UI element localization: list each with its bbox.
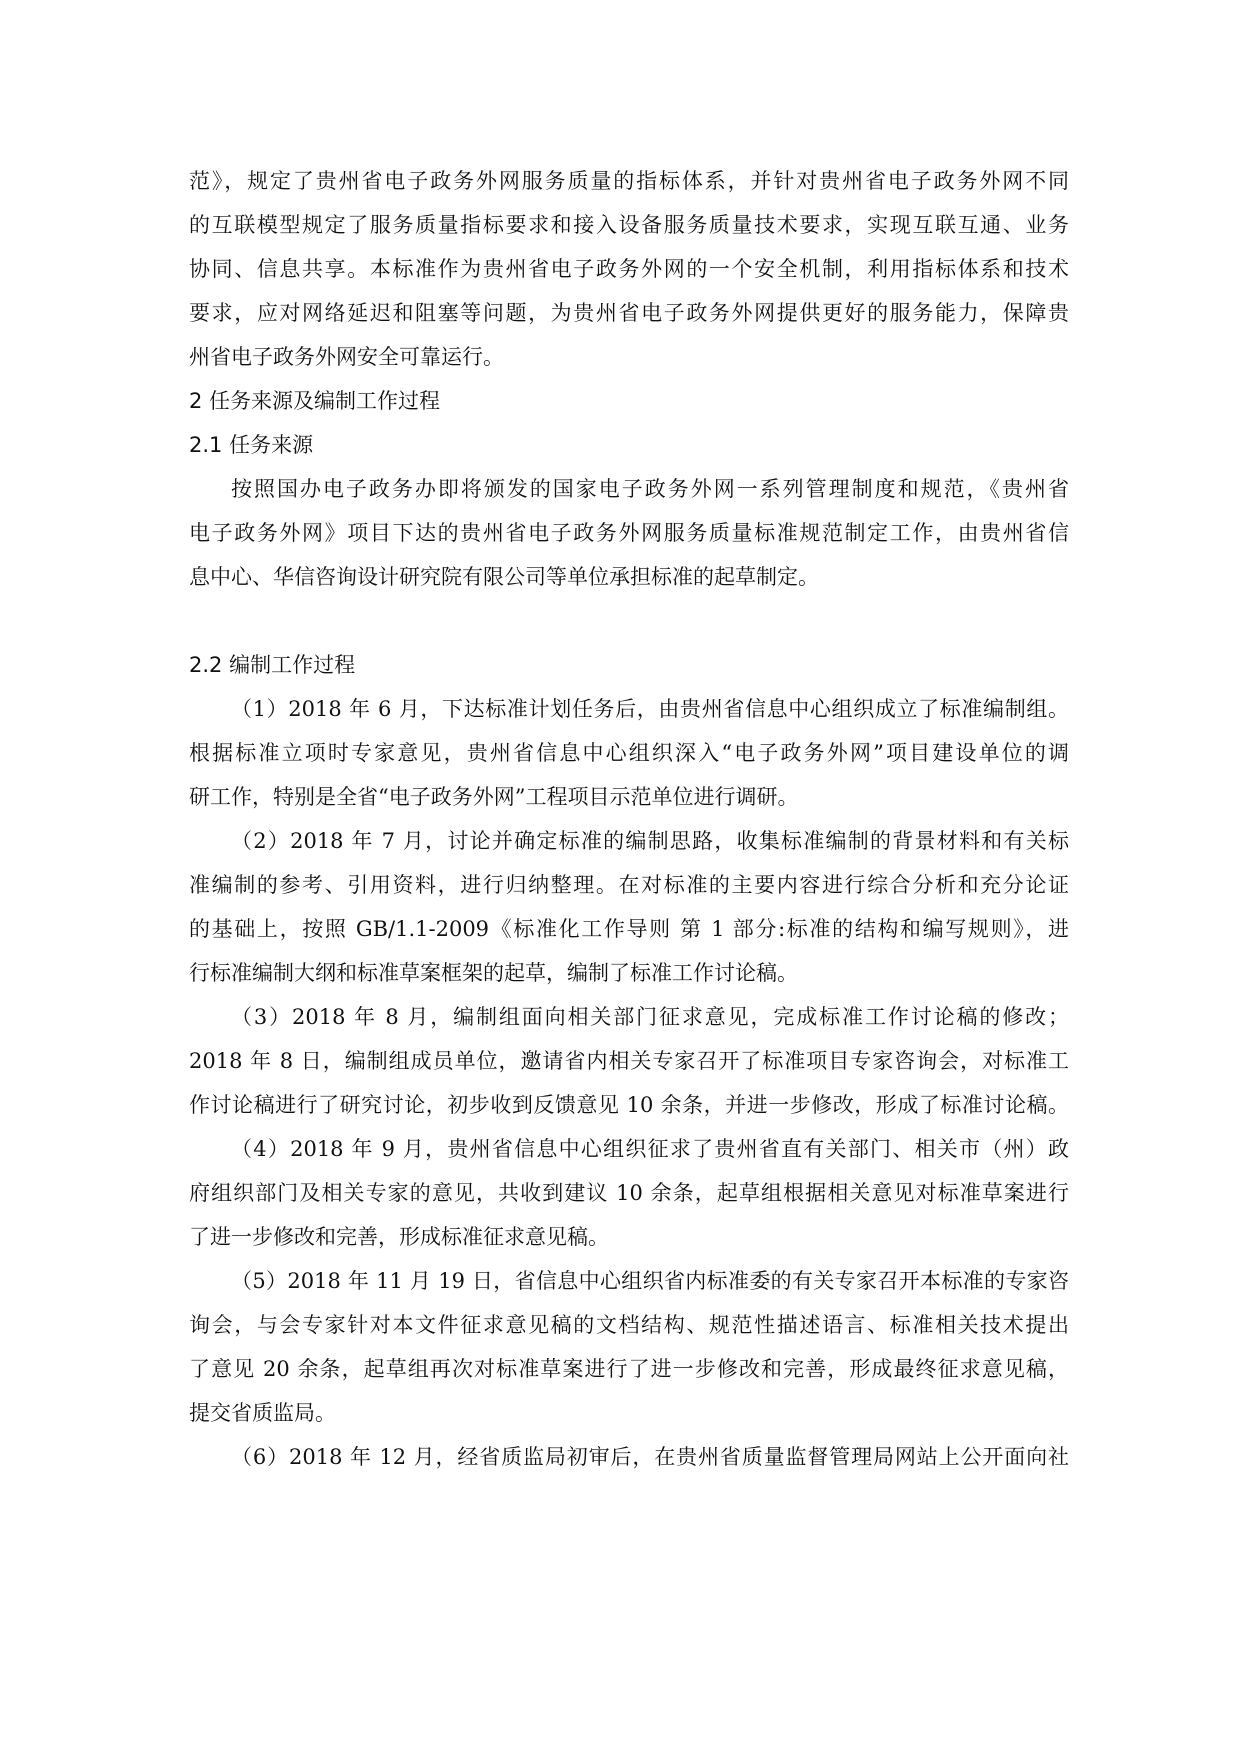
text-line: 行标准编制大纲和标准草案框架的起草，编制了标准工作讨论稿。 [189, 961, 798, 985]
text-line: 的互联模型规定了服务质量指标要求和接入设备服务质量技术要求，实现互联互通、业务 [189, 213, 1069, 237]
text-line: 州省电子政务外网安全可靠运行。 [189, 345, 504, 369]
process-item-6 [189, 1435, 1069, 1479]
text-line: （1）2018 年 6 月，下达标准计划任务后，由贵州省信息中心组织成立了标准编制组。 [231, 697, 1069, 721]
section-2-1-heading: 2.1 任务来源 [189, 433, 314, 457]
text-line: （2）2018 年 7 月，讨论并确定标准的编制思路，收集标准编制的背景材料和有关标 [231, 829, 1069, 853]
text-line: 了进一步修改和完善，形成标准征求意见稿。 [189, 1225, 609, 1249]
process-item-5 [189, 1259, 1069, 1435]
process-item-4 [189, 1127, 1069, 1259]
text-line: 2018 年 8 日，编制组成员单位，邀请省内相关专家召开了标准项目专家咨询会，对标准工 [189, 1049, 1069, 1073]
paragraph-spacer [189, 599, 1069, 643]
document-page [189, 159, 1069, 1479]
text-line: 电子政务外网》项目下达的贵州省电子政务外网服务质量标准规范制定工作，由贵州省信 [189, 521, 1069, 545]
text-line: 要求，应对网络延迟和阻塞等问题，为贵州省电子政务外网提供更好的服务能力，保障贵 [189, 301, 1069, 325]
text-line: 协同、信息共享。本标准作为贵州省电子政务外网的一个安全机制，利用指标体系和技术 [189, 257, 1069, 281]
process-item-1 [189, 687, 1069, 819]
section-2-2-heading: 2.2 编制工作过程 [189, 653, 356, 677]
text-line: 根据标准立项时专家意见，贵州省信息中心组织深入“电子政务外网”项目建设单位的调 [189, 741, 1069, 765]
text-line: 的基础上，按照 GB/1.1-2009《标准化工作导则 第 1 部分:标准的结构和编写规则》，进 [189, 917, 1069, 941]
text-line: （3）2018 年 8 月，编制组面向相关部门征求意见，完成标准工作讨论稿的修改； [231, 1005, 1069, 1029]
text-line: 按照国办电子政务办即将颁发的国家电子政务外网一系列管理制度和规范，《贵州省 [231, 477, 1069, 501]
text-line: 府组织部门及相关专家的意见，共收到建议 10 余条，起草组根据相关意见对标准草案进行 [189, 1181, 1069, 1205]
text-line: 了意见 20 余条，起草组再次对标准草案进行了进一步修改和完善，形成最终征求意见稿， [189, 1357, 1069, 1381]
text-line: 提交省质监局。 [189, 1401, 336, 1425]
intro-paragraph [189, 159, 1069, 379]
text-line: 准编制的参考、引用资料，进行归纳整理。在对标准的主要内容进行综合分析和充分论证 [189, 873, 1069, 897]
text-line: 研工作，特别是全省“电子政务外网”工程项目示范单位进行调研。 [189, 785, 799, 809]
text-line: 询会，与会专家针对本文件征求意见稿的文档结构、规范性描述语言、标准相关技术提出 [189, 1313, 1069, 1337]
process-item-2 [189, 819, 1069, 995]
section-2-1-paragraph [189, 467, 1069, 599]
text-line: 息中心、华信咨询设计研究院有限公司等单位承担标准的起草制定。 [189, 565, 819, 589]
section-2-heading: 2 任务来源及编制工作过程 [189, 389, 441, 413]
text-line: （5）2018 年 11 月 19 日，省信息中心组织省内标准委的有关专家召开本标准的专家咨 [231, 1269, 1069, 1293]
text-line: 范》，规定了贵州省电子政务外网服务质量的指标体系，并针对贵州省电子政务外网不同 [189, 169, 1069, 193]
process-item-3 [189, 995, 1069, 1127]
text-line: （4）2018 年 9 月，贵州省信息中心组织征求了贵州省直有关部门、相关市（州）政 [231, 1137, 1069, 1161]
text-line: 作讨论稿进行了研究讨论，初步收到反馈意见 10 余条，并进一步修改，形成了标准讨论稿。 [189, 1093, 1069, 1117]
text-line: （6）2018 年 12 月，经省质监局初审后，在贵州省质量监督管理局网站上公开面向社 [231, 1445, 1069, 1469]
